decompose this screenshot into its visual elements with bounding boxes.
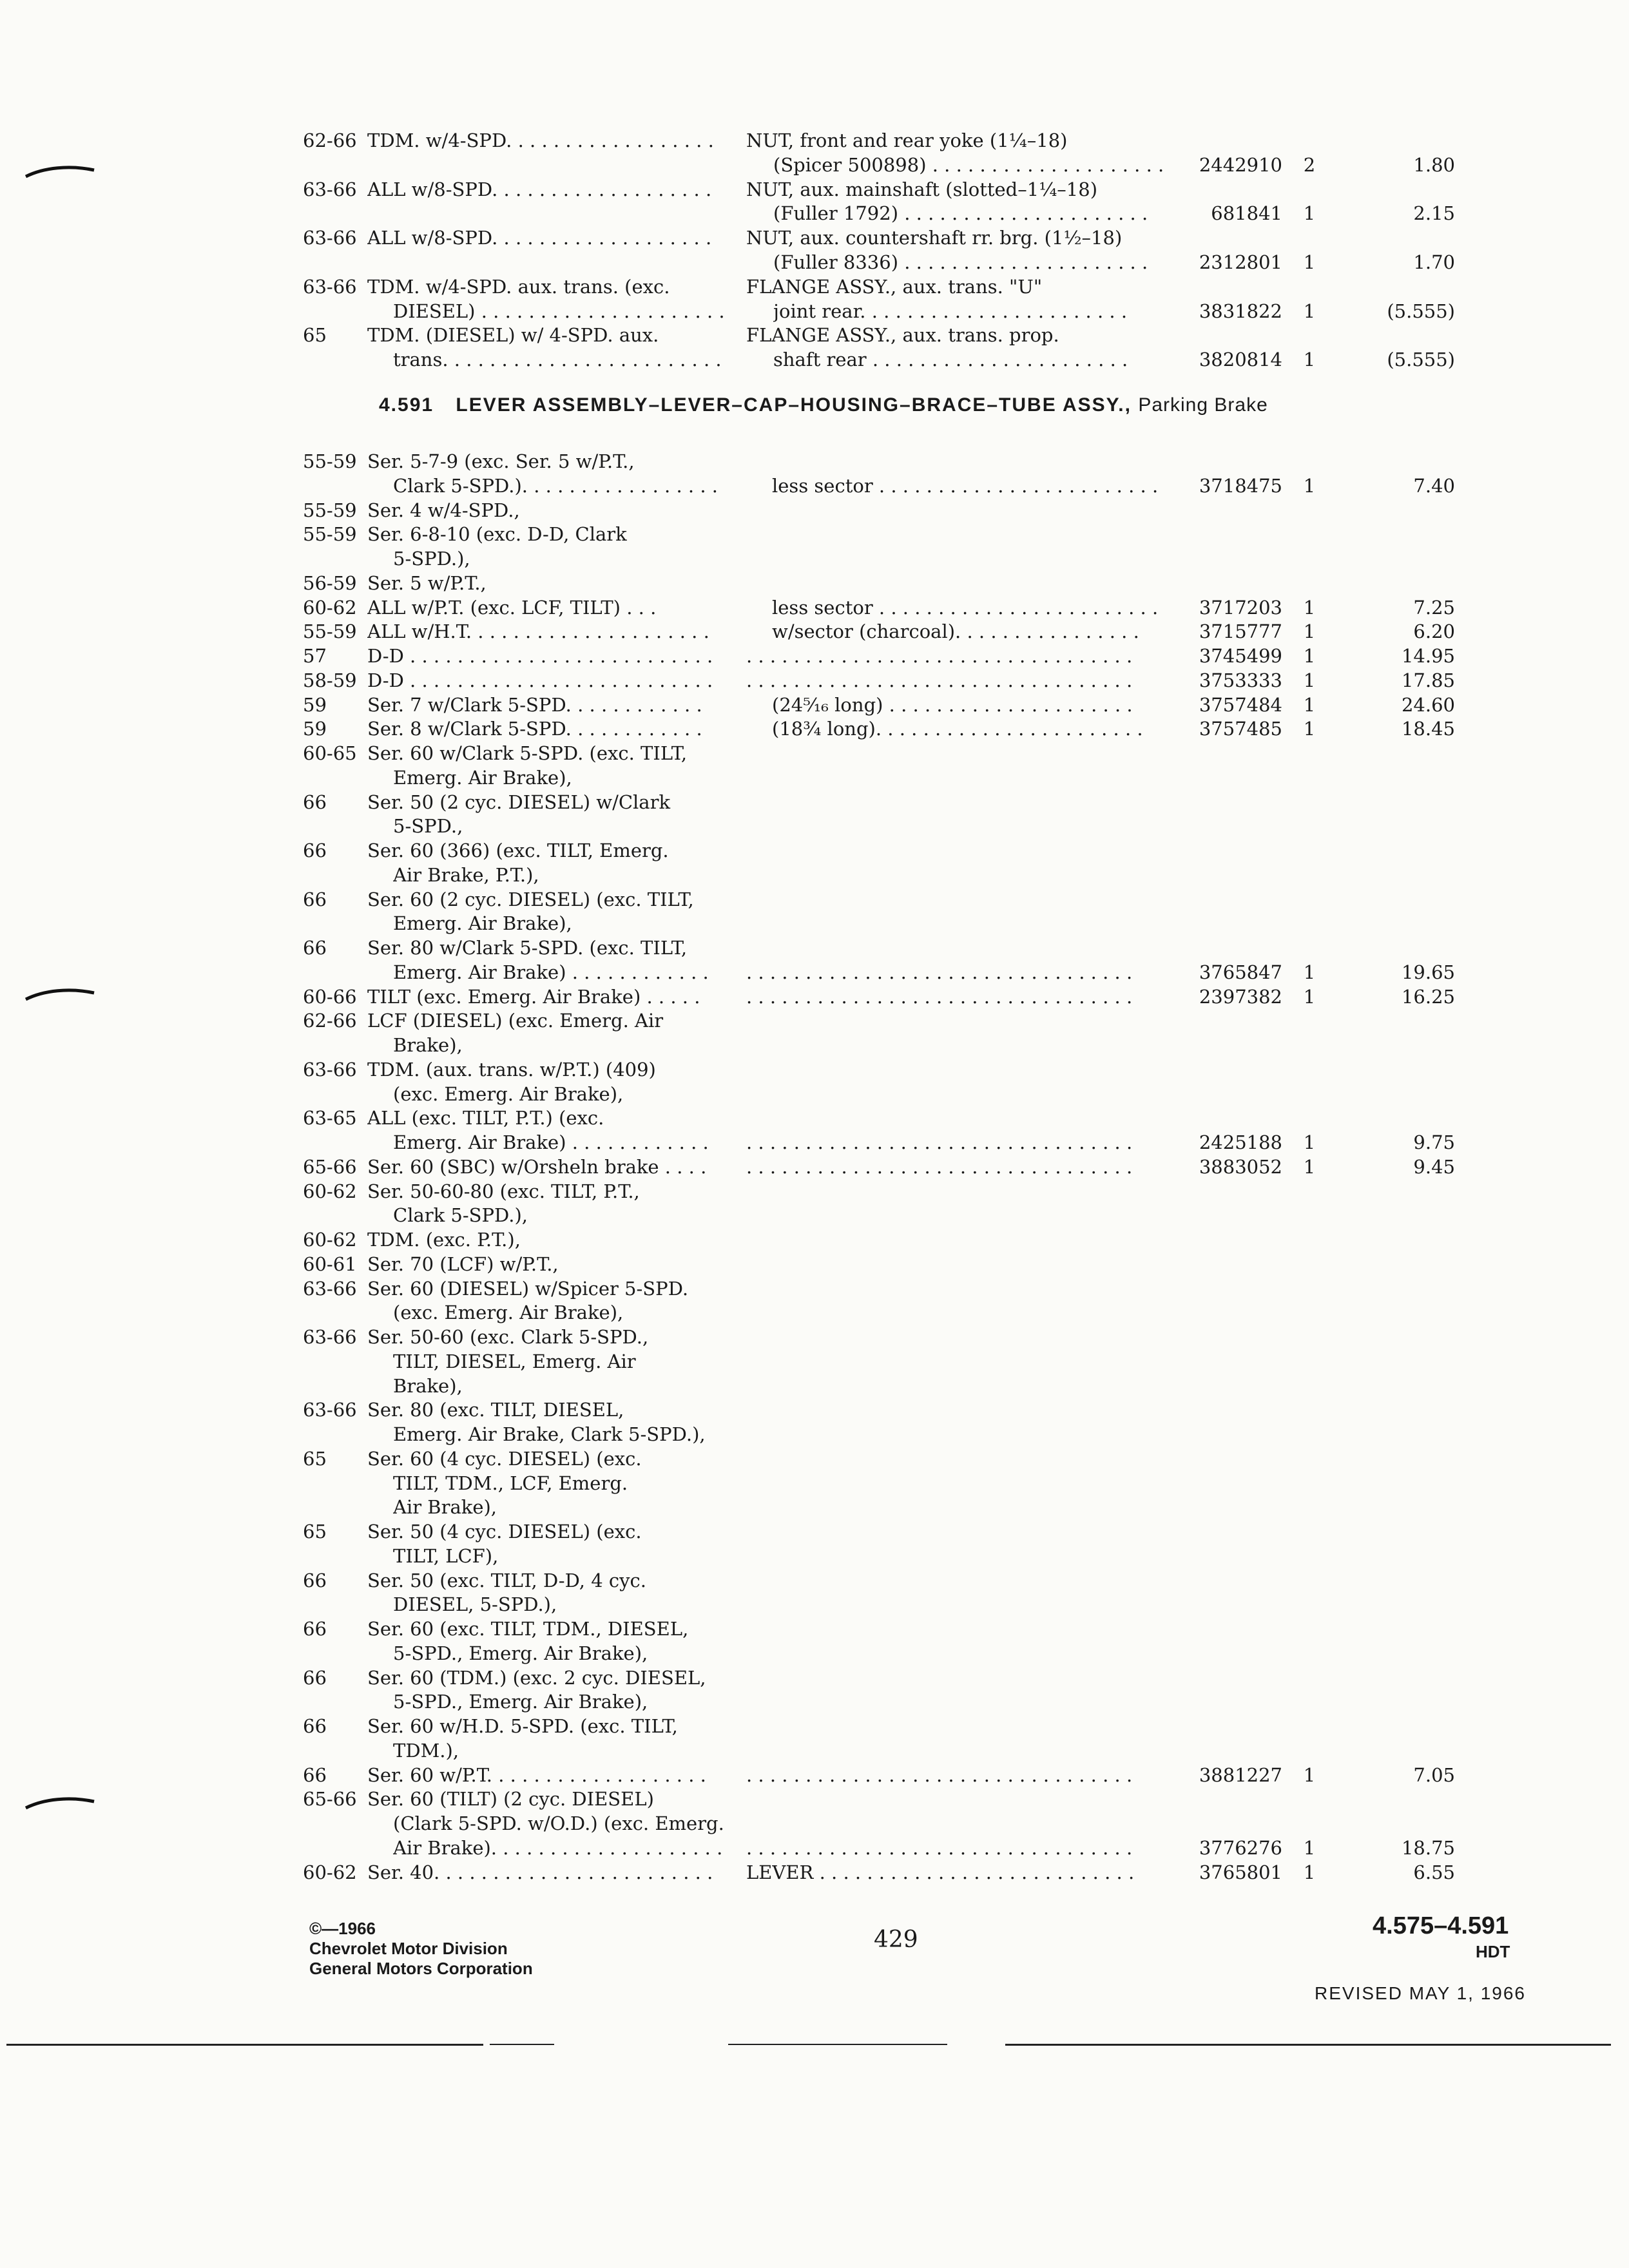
table-row <box>303 1787 1527 1811</box>
part-number: 3831822 <box>1199 300 1282 322</box>
application-description: Air Brake), <box>393 1496 497 1519</box>
model-year: 66 <box>303 1763 327 1786</box>
table-row <box>303 838 1527 863</box>
application-description: Ser. 50-60-80 (exc. TILT, P.T., <box>367 1180 640 1202</box>
table-row <box>303 619 1527 644</box>
table-row <box>303 571 1527 595</box>
price: 9.45 <box>1413 1155 1455 1178</box>
table-row <box>303 299 1527 323</box>
table-row <box>303 323 1527 347</box>
price: 17.85 <box>1401 669 1455 691</box>
quantity: 1 <box>1303 645 1316 667</box>
application-description: TILT, TDM., LCF, Emerg. <box>393 1472 628 1494</box>
part-number: 3715777 <box>1199 620 1282 643</box>
price: 6.55 <box>1413 1861 1455 1883</box>
part-description: FLANGE ASSY., aux. trans. prop. <box>746 324 1059 347</box>
part-description: NUT, aux. countershaft rr. brg. (1½–18) <box>746 227 1123 249</box>
quantity: 1 <box>1303 1763 1316 1786</box>
table-row <box>303 546 1527 571</box>
table-row <box>303 498 1527 523</box>
table-row <box>303 1252 1527 1276</box>
model-year: 65-66 <box>303 1788 357 1811</box>
model-year: 60-61 <box>303 1253 357 1275</box>
application-description: Ser. 40. . . . . . . . . . . . . . . . . . . . . . . . <box>367 1861 713 1883</box>
table-row <box>303 1495 1527 1519</box>
part-number: 3820814 <box>1199 349 1282 371</box>
model-year: 55-59 <box>303 523 357 546</box>
table-row <box>303 1641 1527 1666</box>
table-row <box>303 1374 1527 1398</box>
application-description: ALL (exc. TILT, P.T.) (exc. <box>367 1107 604 1129</box>
quantity: 1 <box>1303 474 1316 497</box>
part-description: less sector . . . . . . . . . . . . . . . . . . . . . . . . <box>772 474 1159 497</box>
model-year: 59 <box>303 718 327 740</box>
quantity: 1 <box>1303 349 1316 371</box>
table-row <box>303 863 1527 887</box>
application-description: Ser. 8 w/Clark 5-SPD. . . . . . . . . . . . <box>367 718 702 740</box>
part-description: (Fuller 1792) . . . . . . . . . . . . . . . . . . . . . <box>773 202 1148 225</box>
application-description: TDM. (DIESEL) w/ 4-SPD. aux. <box>367 324 659 347</box>
application-description: DIESEL, 5-SPD.), <box>393 1593 557 1616</box>
application-description: Ser. 60 (TDM.) (exc. 2 cyc. DIESEL, <box>367 1666 706 1689</box>
quantity: 1 <box>1303 693 1316 716</box>
table-row <box>303 1227 1527 1252</box>
model-year: 58-59 <box>303 669 357 691</box>
model-year: 59 <box>303 693 327 716</box>
application-description: Ser. 5-7-9 (exc. Ser. 5 w/P.T., <box>367 450 635 472</box>
quantity: 1 <box>1303 985 1316 1008</box>
copyright-division: Chevrolet Motor Division <box>309 1939 508 1958</box>
price: 16.25 <box>1401 985 1455 1008</box>
model-year: 60-62 <box>303 1180 357 1202</box>
model-year: 55-59 <box>303 450 357 472</box>
application-description: Ser. 60 w/Clark 5-SPD. (exc. TILT, <box>367 742 688 764</box>
model-year: 65 <box>303 1521 327 1542</box>
table-row <box>303 1179 1527 1204</box>
application-description: Ser. 60 (366) (exc. TILT, Emerg. <box>367 840 669 861</box>
application-description: Ser. 50 (2 cyc. DIESEL) w/Clark <box>367 791 671 813</box>
part-number: 2442910 <box>1199 153 1282 176</box>
table-row <box>303 765 1527 790</box>
table-row <box>303 1446 1527 1471</box>
table-row <box>303 693 1527 717</box>
table-row <box>303 274 1527 299</box>
table-row <box>303 1617 1527 1641</box>
price: 7.40 <box>1413 474 1455 497</box>
application-description: DIESEL) . . . . . . . . . . . . . . . . . . . . . <box>393 300 725 322</box>
application-description: TDM. w/4-SPD. aux. trans. (exc. <box>367 275 670 298</box>
part-description: . . . . . . . . . . . . . . . . . . . . . . . . . . . . . . . . . <box>746 1763 1133 1786</box>
margin-mark <box>24 984 95 1003</box>
table-row <box>303 644 1527 668</box>
table-row <box>303 250 1527 274</box>
part-description: shaft rear . . . . . . . . . . . . . . . . . . . . . . <box>773 349 1128 371</box>
model-year: 60-62 <box>303 1861 357 1883</box>
table-row <box>303 1592 1527 1617</box>
table-row <box>303 1033 1527 1057</box>
table-row <box>303 1714 1527 1738</box>
price: 6.20 <box>1413 620 1455 643</box>
part-number: 2397382 <box>1199 985 1282 1008</box>
table-row <box>303 716 1527 741</box>
part-number: 3776276 <box>1199 1836 1282 1859</box>
model-year: 60-62 <box>303 596 357 619</box>
table-row <box>303 1325 1527 1349</box>
model-year: 63-66 <box>303 275 357 298</box>
model-year: 55-59 <box>303 499 357 521</box>
model-year: 63-66 <box>303 1326 357 1348</box>
quantity: 1 <box>1303 1155 1316 1178</box>
part-number: 3765801 <box>1199 1861 1282 1883</box>
part-description: . . . . . . . . . . . . . . . . . . . . . . . . . . . . . . . . . <box>746 645 1133 667</box>
application-description: 5-SPD., <box>393 815 463 838</box>
application-description: Emerg. Air Brake) . . . . . . . . . . . . <box>393 961 709 983</box>
section-subtitle: Parking Brake <box>1138 394 1268 416</box>
table-row <box>303 522 1527 546</box>
application-description: Clark 5-SPD.), <box>393 1204 528 1227</box>
table-row <box>303 936 1527 960</box>
table-row <box>303 887 1527 912</box>
application-description: TDM.), <box>393 1739 459 1762</box>
part-description: (18¾ long). . . . . . . . . . . . . . . . . . . . . . . <box>772 718 1143 740</box>
part-description: LEVER . . . . . . . . . . . . . . . . . . . . . . . . . . . <box>746 1861 1135 1883</box>
quantity: 1 <box>1303 300 1316 322</box>
application-description: Clark 5-SPD.). . . . . . . . . . . . . . . . . <box>393 474 718 497</box>
model-year: 65 <box>303 324 327 347</box>
part-number: 3883052 <box>1199 1155 1282 1178</box>
table-row <box>303 1568 1527 1593</box>
part-number: 2312801 <box>1199 251 1282 273</box>
table-row <box>303 1811 1527 1836</box>
model-year: 63-66 <box>303 227 357 249</box>
part-description: less sector . . . . . . . . . . . . . . . . . . . . . . . . <box>772 596 1159 619</box>
table-row <box>303 1422 1527 1446</box>
application-description: 5-SPD., Emerg. Air Brake), <box>393 1691 648 1713</box>
model-year: 66 <box>303 791 327 813</box>
application-description: 5-SPD., Emerg. Air Brake), <box>393 1642 648 1664</box>
application-description: D-D . . . . . . . . . . . . . . . . . . . . . . . . . . <box>367 645 713 667</box>
application-description: TDM. (aux. trans. w/P.T.) (409) <box>367 1058 656 1081</box>
price: 7.05 <box>1413 1763 1455 1786</box>
table-row <box>303 911 1527 936</box>
quantity: 1 <box>1303 718 1316 740</box>
table-row <box>303 1738 1527 1763</box>
application-description: Ser. 7 w/Clark 5-SPD. . . . . . . . . . . . <box>367 693 702 716</box>
application-description: Ser. 60 w/H.D. 5-SPD. (exc. TILT, <box>367 1715 678 1737</box>
table-row <box>303 1544 1527 1568</box>
table-row <box>303 814 1527 838</box>
model-year: 57 <box>303 645 327 667</box>
model-year: 66 <box>303 1666 327 1689</box>
model-year: 63-66 <box>303 178 357 200</box>
application-description: 5-SPD.), <box>393 548 470 570</box>
table-row <box>303 1155 1527 1179</box>
table-row <box>303 226 1527 250</box>
part-description: (Fuller 8336) . . . . . . . . . . . . . . . . . . . . . <box>773 251 1148 273</box>
table-row <box>303 449 1527 474</box>
section-title: LEVER ASSEMBLY–LEVER–CAP–HOUSING–BRACE–TUBE ASSY., <box>456 394 1132 416</box>
application-description: Ser. 60 (exc. TILT, TDM., DIESEL, <box>367 1618 689 1640</box>
table-row <box>303 1763 1527 1787</box>
model-year: 60-66 <box>303 985 357 1008</box>
margin-mark <box>24 161 95 180</box>
table-row <box>303 1349 1527 1374</box>
quantity: 1 <box>1303 596 1316 619</box>
copyright-year: ©—1966 <box>309 1919 376 1938</box>
model-year: 62-66 <box>303 130 357 151</box>
application-description: Ser. 60 (DIESEL) w/Spicer 5-SPD. <box>367 1277 689 1300</box>
application-description: Air Brake). . . . . . . . . . . . . . . . . . . . <box>393 1836 723 1859</box>
quantity: 1 <box>1303 1131 1316 1153</box>
application-description: TILT, DIESEL, Emerg. Air <box>393 1350 636 1372</box>
application-description: ALL w/8-SPD. . . . . . . . . . . . . . . . . . . <box>367 227 712 249</box>
application-description: Emerg. Air Brake) . . . . . . . . . . . . <box>393 1131 709 1153</box>
table-row <box>303 985 1527 1009</box>
table-row <box>303 1398 1527 1422</box>
quantity: 1 <box>1303 620 1316 643</box>
part-number: 3881227 <box>1199 1763 1282 1786</box>
model-year: 66 <box>303 937 327 959</box>
model-year: 62-66 <box>303 1010 357 1032</box>
application-description: Ser. 4 w/4-SPD., <box>367 499 520 521</box>
quantity: 1 <box>1303 1836 1316 1859</box>
application-description: Ser. 50 (exc. TILT, D-D, 4 cyc. <box>367 1569 646 1591</box>
page-number: 429 <box>874 1927 918 1953</box>
quantity: 1 <box>1303 1861 1316 1883</box>
table-row <box>303 1860 1527 1885</box>
quantity: 2 <box>1303 153 1316 176</box>
application-description: ALL w/P.T. (exc. LCF, TILT) . . . <box>367 596 657 619</box>
part-description: FLANGE ASSY., aux. trans. "U" <box>746 275 1043 298</box>
model-year: 65-66 <box>303 1155 357 1178</box>
model-year: 66 <box>303 1618 327 1640</box>
application-description: Ser. 60 (TILT) (2 cyc. DIESEL) <box>367 1788 654 1811</box>
model-year: 63-66 <box>303 1399 357 1421</box>
application-description: Brake), <box>393 1374 463 1397</box>
application-description: Air Brake, P.T.), <box>393 863 539 886</box>
table-row <box>303 741 1527 765</box>
table-row <box>303 1666 1527 1690</box>
application-description: ALL w/8-SPD. . . . . . . . . . . . . . . . . . . <box>367 178 712 200</box>
quantity: 1 <box>1303 669 1316 691</box>
model-year: 63-65 <box>303 1107 357 1129</box>
model-year: 63-66 <box>303 1058 357 1081</box>
price: 1.70 <box>1413 251 1455 273</box>
application-description: Ser. 6-8-10 (exc. D-D, Clark <box>367 523 627 546</box>
part-description: . . . . . . . . . . . . . . . . . . . . . . . . . . . . . . . . . <box>746 985 1133 1008</box>
table-row <box>303 1008 1527 1033</box>
price: 24.60 <box>1401 693 1455 716</box>
application-description: TILT, LCF), <box>393 1544 499 1567</box>
application-description: Ser. 80 (exc. TILT, DIESEL, <box>367 1399 624 1421</box>
application-description: Emerg. Air Brake), <box>393 912 572 935</box>
price: 18.75 <box>1401 1836 1455 1859</box>
application-description: Brake), <box>393 1034 463 1056</box>
table-row <box>303 1203 1527 1227</box>
part-number: 681841 <box>1211 202 1282 225</box>
application-description: Ser. 60 (4 cyc. DIESEL) (exc. <box>367 1447 642 1470</box>
part-description: w/sector (charcoal). . . . . . . . . . . . . . . . <box>772 620 1139 643</box>
part-description: . . . . . . . . . . . . . . . . . . . . . . . . . . . . . . . . . <box>746 1131 1133 1153</box>
price: 14.95 <box>1401 645 1455 667</box>
part-description: . . . . . . . . . . . . . . . . . . . . . . . . . . . . . . . . . <box>746 669 1133 691</box>
table-row <box>303 668 1527 693</box>
model-year: 66 <box>303 1569 327 1591</box>
price: (5.555) <box>1387 349 1455 371</box>
table-row <box>303 1519 1527 1544</box>
part-number: 3745499 <box>1199 645 1282 667</box>
table-row <box>303 1689 1527 1714</box>
margin-mark <box>24 1792 95 1812</box>
model-year: 66 <box>303 1715 327 1737</box>
application-description: (exc. Emerg. Air Brake), <box>393 1082 624 1105</box>
revision-date: REVISED MAY 1, 1966 <box>1315 1983 1526 2003</box>
part-description: . . . . . . . . . . . . . . . . . . . . . . . . . . . . . . . . . <box>746 1155 1133 1178</box>
copyright-corporation: General Motors Corporation <box>309 1959 533 1978</box>
part-description: joint rear. . . . . . . . . . . . . . . . . . . . . . . <box>773 300 1128 322</box>
model-year: 60-65 <box>303 742 357 764</box>
table-row <box>303 960 1527 985</box>
application-description: TDM. (exc. P.T.), <box>367 1229 521 1251</box>
application-description: Ser. 50-60 (exc. Clark 5-SPD., <box>367 1326 649 1348</box>
price: 7.25 <box>1413 596 1455 619</box>
table-row <box>303 1057 1527 1082</box>
application-description: Ser. 60 (SBC) w/Orsheln brake . . . . <box>367 1155 707 1178</box>
part-number: 3765847 <box>1199 961 1282 983</box>
section-heading <box>379 394 1268 416</box>
model-year: 66 <box>303 888 327 910</box>
quantity: 1 <box>1303 961 1316 983</box>
part-number: 3757484 <box>1199 693 1282 716</box>
part-number: 3718475 <box>1199 474 1282 497</box>
model-year: 60-62 <box>303 1229 357 1251</box>
part-number: 3753333 <box>1199 669 1282 691</box>
table-row <box>303 1836 1527 1860</box>
price: 1.80 <box>1413 153 1455 176</box>
application-description: Ser. 60 (2 cyc. DIESEL) (exc. TILT, <box>367 888 694 910</box>
table-row <box>303 177 1527 202</box>
table-row <box>303 1130 1527 1155</box>
part-number: 2425188 <box>1199 1131 1282 1153</box>
table-row <box>303 1082 1527 1106</box>
part-number: 3717203 <box>1199 596 1282 619</box>
application-description: Emerg. Air Brake, Clark 5-SPD.), <box>393 1423 706 1445</box>
model-year: 55-59 <box>303 620 357 643</box>
section-number: 4.591 <box>379 394 434 416</box>
section-range: 4.575–4.591 <box>1373 1912 1509 1939</box>
catalog-code: HDT <box>1476 1942 1510 1961</box>
table-row <box>303 201 1527 226</box>
part-description: NUT, aux. mainshaft (slotted–1¼–18) <box>746 178 1098 200</box>
part-number: 3757485 <box>1199 718 1282 740</box>
part-description: . . . . . . . . . . . . . . . . . . . . . . . . . . . . . . . . . <box>746 1836 1133 1859</box>
table-row <box>303 474 1527 498</box>
table-row <box>303 128 1527 153</box>
part-description: (Spicer 500898) . . . . . . . . . . . . . . . . . . . . <box>773 153 1164 176</box>
table-row <box>303 153 1527 177</box>
bottom-rule <box>0 2044 1611 2046</box>
part-description: NUT, front and rear yoke (1¼–18) <box>746 130 1068 151</box>
model-year: 63-66 <box>303 1277 357 1300</box>
quantity: 1 <box>1303 251 1316 273</box>
application-description: Ser. 60 w/P.T. . . . . . . . . . . . . . . . . . . <box>367 1763 706 1786</box>
application-description: Emerg. Air Brake), <box>393 766 572 789</box>
model-year: 65 <box>303 1447 327 1470</box>
table-row <box>303 1106 1527 1130</box>
model-year: 66 <box>303 840 327 861</box>
application-description: ALL w/H.T. . . . . . . . . . . . . . . . . . . . . <box>367 620 709 643</box>
application-description: Ser. 5 w/P.T., <box>367 572 487 594</box>
table-row <box>303 1276 1527 1301</box>
application-description: Ser. 80 w/Clark 5-SPD. (exc. TILT, <box>367 937 688 959</box>
copyright-block <box>309 1919 533 1979</box>
price: 9.75 <box>1413 1131 1455 1153</box>
part-description: (24⁵⁄₁₆ long) . . . . . . . . . . . . . . . . . . . . . <box>772 693 1133 716</box>
price: 19.65 <box>1401 961 1455 983</box>
table-row <box>303 1300 1527 1325</box>
table-row <box>303 595 1527 620</box>
price: 18.45 <box>1401 718 1455 740</box>
table-row <box>303 347 1527 372</box>
application-description: Ser. 50 (4 cyc. DIESEL) (exc. <box>367 1521 642 1542</box>
price: 2.15 <box>1413 202 1455 225</box>
application-description: (Clark 5-SPD. w/O.D.) (exc. Emerg. <box>393 1812 724 1834</box>
table-row <box>303 790 1527 814</box>
application-description: TILT (exc. Emerg. Air Brake) . . . . . <box>367 985 700 1008</box>
application-description: Ser. 70 (LCF) w/P.T., <box>367 1253 559 1275</box>
model-year: 56-59 <box>303 572 357 594</box>
application-description: (exc. Emerg. Air Brake), <box>393 1302 624 1324</box>
part-description: . . . . . . . . . . . . . . . . . . . . . . . . . . . . . . . . . <box>746 961 1133 983</box>
application-description: D-D . . . . . . . . . . . . . . . . . . . . . . . . . . <box>367 669 713 691</box>
application-description: TDM. w/4-SPD. . . . . . . . . . . . . . . . . . <box>367 130 714 151</box>
table-row <box>303 1471 1527 1495</box>
application-description: LCF (DIESEL) (exc. Emerg. Air <box>367 1010 664 1032</box>
price: (5.555) <box>1387 300 1455 322</box>
quantity: 1 <box>1303 202 1316 225</box>
application-description: trans. . . . . . . . . . . . . . . . . . . . . . . . <box>393 349 722 371</box>
